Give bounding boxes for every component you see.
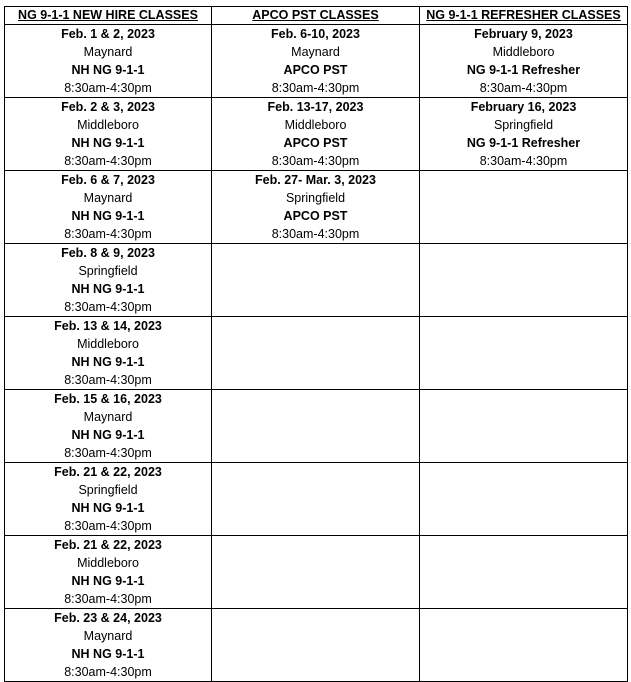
apco-empty-cell [212,390,420,463]
apco-empty-cell [212,609,420,682]
class-time: 8:30am-4:30pm [271,227,360,241]
class-location: Middleboro [77,556,139,570]
class-date: Feb. 21 & 22, 2023 [54,538,162,552]
table-row [5,317,628,390]
class-course: APCO PST [283,63,348,77]
class-location: Maynard [291,45,340,59]
class-location: Maynard [83,45,133,59]
table-row [5,390,628,463]
refresher-empty-cell [420,536,628,609]
class-time: 8:30am-4:30pm [64,446,152,460]
class-location: Springfield [493,118,554,132]
class-time: 8:30am-4:30pm [64,227,152,241]
class-course: NH NG 9-1-1 [71,428,145,442]
class-date: February 16, 2023 [470,100,577,114]
class-date: Feb. 27- Mar. 3, 2023 [255,173,376,187]
apco-class-cell [212,171,420,244]
class-time: 8:30am-4:30pm [64,81,152,95]
class-time: 8:30am-4:30pm [64,665,152,679]
header-refresher: NG 9-1-1 REFRESHER CLASSES [420,7,628,25]
new-hire-class-cell [5,244,212,317]
class-course: APCO PST [283,209,348,223]
table-row [5,463,628,536]
new-hire-class-cell [5,536,212,609]
new-hire-class-cell [5,317,212,390]
refresher-class-cell [420,25,628,98]
class-location: Middleboro [284,118,347,132]
new-hire-class-cell [5,463,212,536]
apco-empty-cell [212,317,420,390]
apco-class-cell [212,98,420,171]
class-location: Maynard [83,410,133,424]
class-course: NH NG 9-1-1 [71,647,145,661]
class-course: NH NG 9-1-1 [71,574,145,588]
class-date: Feb. 8 & 9, 2023 [61,246,155,260]
apco-empty-cell [212,244,420,317]
class-time: 8:30am-4:30pm [64,154,152,168]
refresher-empty-cell [420,171,628,244]
class-date: Feb. 13-17, 2023 [267,100,364,114]
refresher-class-cell [420,98,628,171]
refresher-empty-cell [420,609,628,682]
class-date: Feb. 6 & 7, 2023 [61,173,155,187]
class-course: APCO PST [283,136,348,150]
table-row [5,98,628,171]
refresher-empty-cell [420,244,628,317]
class-course: NH NG 9-1-1 [71,209,145,223]
table-row [5,25,628,98]
table-row [5,536,628,609]
class-date: Feb. 23 & 24, 2023 [54,611,162,625]
class-course: NH NG 9-1-1 [71,63,145,77]
class-course: NH NG 9-1-1 [71,136,145,150]
class-location: Maynard [83,191,133,205]
class-time: 8:30am-4:30pm [271,154,360,168]
class-location: Springfield [285,191,346,205]
table-row [5,244,628,317]
class-schedule-table [4,6,628,682]
refresher-empty-cell [420,463,628,536]
apco-class-cell [212,25,420,98]
new-hire-class-cell [5,25,212,98]
class-date: Feb. 1 & 2, 2023 [61,27,155,41]
header-row [5,7,628,25]
class-date: Feb. 21 & 22, 2023 [54,465,162,479]
refresher-empty-cell [420,390,628,463]
class-location: Maynard [83,629,133,643]
apco-empty-cell [212,536,420,609]
apco-empty-cell [212,463,420,536]
refresher-empty-cell [420,317,628,390]
class-date: Feb. 15 & 16, 2023 [54,392,162,406]
header-new-hire: NG 9-1-1 NEW HIRE CLASSES [5,7,212,25]
class-time: 8:30am-4:30pm [64,300,152,314]
class-date: February 9, 2023 [474,27,573,41]
class-time: 8:30am-4:30pm [64,592,152,606]
class-location: Middleboro [492,45,555,59]
new-hire-class-cell [5,98,212,171]
class-course: NG 9-1-1 Refresher [466,136,581,150]
class-time: 8:30am-4:30pm [479,154,568,168]
new-hire-class-cell [5,609,212,682]
class-course: NG 9-1-1 Refresher [466,63,581,77]
class-location: Springfield [78,264,138,278]
table-row [5,609,628,682]
class-location: Middleboro [77,337,139,351]
new-hire-class-cell [5,390,212,463]
class-course: NH NG 9-1-1 [71,355,145,369]
table-row [5,171,628,244]
class-time: 8:30am-4:30pm [64,519,152,533]
new-hire-class-cell [5,171,212,244]
class-location: Middleboro [77,118,139,132]
class-location: Springfield [78,483,138,497]
class-time: 8:30am-4:30pm [479,81,568,95]
class-course: NH NG 9-1-1 [71,282,145,296]
class-date: Feb. 2 & 3, 2023 [61,100,155,114]
class-date: Feb. 13 & 14, 2023 [54,319,162,333]
class-time: 8:30am-4:30pm [64,373,152,387]
header-apco: APCO PST CLASSES [212,7,420,25]
class-time: 8:30am-4:30pm [271,81,360,95]
class-course: NH NG 9-1-1 [71,501,145,515]
class-date: Feb. 6-10, 2023 [271,27,360,41]
